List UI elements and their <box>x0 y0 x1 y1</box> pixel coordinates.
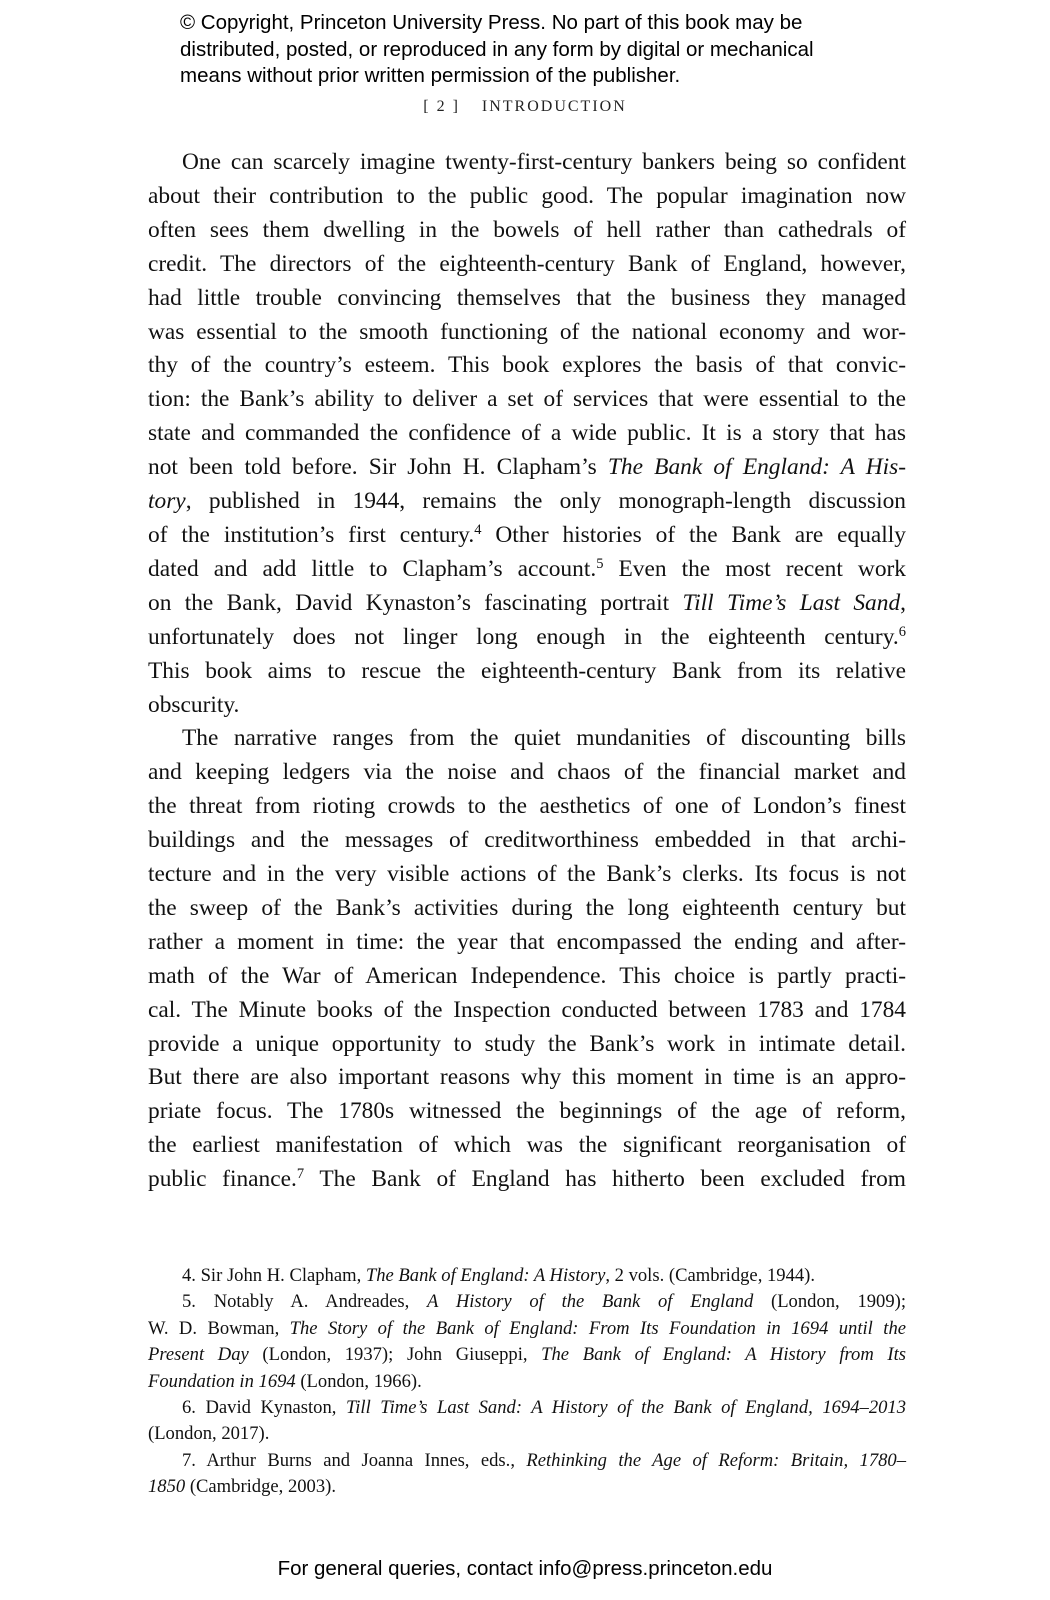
page-number: [ 2 ] <box>423 98 460 115</box>
footnote-line <box>148 1289 906 1315</box>
text-run: of the institution’s first century. <box>148 521 475 548</box>
text-line: provide a unique opportunity to study the Bank’s work in intimate detail. <box>148 1030 906 1057</box>
text-run: , <box>900 589 906 616</box>
text-run: unfortunately does not linger long enough in the eighteenth century. <box>148 623 899 650</box>
running-head <box>0 98 1050 116</box>
text-line: about their contribution to the public good. The popular imagination now <box>148 182 906 209</box>
text-line: and keeping ledgers via the noise and chaos of the financial market and <box>148 759 906 786</box>
text-run: (London, 1909); <box>753 1291 906 1313</box>
text-line <box>148 587 906 621</box>
text-line: tecture and in the very visible actions of the Bank’s clerks. Its focus is not <box>148 861 906 888</box>
text-run: Other histories of the Bank are equally <box>481 521 906 548</box>
text-line: The narrative ranges from the quiet mundanities of discounting bills <box>182 725 906 752</box>
text-line: obscurity. <box>148 691 240 718</box>
text-run: , 2 vols. (Cambridge, 1944). <box>605 1265 816 1286</box>
text-run: Even the most recent work <box>603 555 906 582</box>
paragraph <box>148 146 906 722</box>
text-run: dated and add little to Clapham’s account. <box>148 555 597 582</box>
text-run: 7. Arthur Burns and Joanna Innes, eds., <box>182 1449 527 1471</box>
text-line: the threat from rioting crowds to the aesthetics of one of London’s finest <box>148 793 906 820</box>
footnote-6 <box>148 1395 906 1448</box>
book-title: Foundation in 1694 <box>148 1370 296 1392</box>
text-line <box>148 1163 906 1197</box>
footnote-line <box>148 1316 906 1342</box>
chapter-title: INTRODUCTION <box>481 98 627 115</box>
footnote-line <box>148 1342 906 1368</box>
body-text <box>148 146 906 1197</box>
paragraph <box>148 722 906 1197</box>
book-title: 1850 <box>148 1476 186 1498</box>
book-title: tory <box>148 488 186 515</box>
footnote-line <box>148 1448 906 1474</box>
text-line: often sees them dwelling in the bowels of hell rather than cathedrals of <box>148 216 906 243</box>
text-run: W. D. Bowman, <box>148 1317 290 1339</box>
footnotes <box>148 1263 906 1501</box>
text-line: the earliest manifestation of which was the significant reorganisation of <box>148 1132 906 1159</box>
text-run: , published in 1944, remains the only monograph-length discussion <box>185 488 906 515</box>
footnote-line <box>148 1474 906 1500</box>
text-line: had little trouble convincing themselves that the business they managed <box>148 284 906 311</box>
text-line: But there are also important reasons why this moment in time is an appro- <box>148 1064 906 1091</box>
footnote-4 <box>148 1263 906 1289</box>
footnote-ref: 5 <box>596 555 604 572</box>
text-line: thy of the country’s esteem. This book explores the basis of that convic- <box>148 352 906 379</box>
contact-footer: For general queries, contact info@press.princeton.edu <box>277 1557 773 1580</box>
text-run: The Bank of England has hitherto been excluded from <box>304 1166 906 1193</box>
footnote-ref: 6 <box>898 623 906 640</box>
text-run: not been told before. Sir John H. Clapham’s <box>148 454 608 481</box>
text-line: credit. The directors of the eighteenth-century Bank of England, however, <box>148 250 906 277</box>
text-run: on the Bank, David Kynaston’s fascinating portrait <box>148 589 683 616</box>
copyright-notice <box>180 10 900 90</box>
footnote-5 <box>148 1289 906 1395</box>
book-title: The Bank of England: A History <box>365 1265 606 1286</box>
text-line: One can scarcely imagine twenty-first-century bankers being so confident <box>182 149 906 175</box>
text-run: 4. Sir John H. Clapham, <box>182 1265 366 1286</box>
book-title: A History of the Bank of England <box>427 1291 754 1313</box>
copyright-line: means without prior written permission of the publisher. <box>180 64 681 87</box>
text-line <box>148 519 906 553</box>
text-run: (London, 1937); John Giuseppi, <box>248 1344 542 1366</box>
copyright-line: distributed, posted, or reproduced in any form by digital or mechanical <box>180 37 814 61</box>
book-title: The Bank of England: A History from Its <box>541 1344 907 1366</box>
footnote-line: (London, 2017). <box>148 1423 270 1445</box>
text-run: 6. David Kynaston, <box>182 1397 346 1419</box>
text-line: buildings and the messages of creditworthiness embedded in that archi- <box>148 827 906 854</box>
footnote-7 <box>148 1448 906 1501</box>
footnote-ref: 4 <box>474 522 482 538</box>
book-title: The Story of the Bank of England: From Its Foundation in 1694 until the <box>289 1317 906 1339</box>
text-line: the sweep of the Bank’s activities during the long eighteenth century but <box>148 894 906 921</box>
book-title: Till Time’s Last Sand: A History of the Bank of England, 1694–2013 <box>345 1397 907 1419</box>
footnote-line <box>148 1263 906 1289</box>
text-line: was essential to the smooth functioning of the national economy and wor- <box>148 318 906 345</box>
book-title: Present Day <box>148 1344 249 1366</box>
text-line: rather a moment in time: the year that encompassed the ending and after- <box>148 928 906 955</box>
text-line: priate focus. The 1780s witnessed the beginnings of the age of reform, <box>148 1098 906 1125</box>
copyright-line: © Copyright, Princeton University Press. No part of this book may be <box>180 11 803 34</box>
text-line: cal. The Minute books of the Inspection conducted between 1783 and 1784 <box>148 996 906 1023</box>
book-title: The Bank of England: A His- <box>607 454 907 481</box>
book-title: Rethinking the Age of Reform: Britain, 1780– <box>526 1449 907 1471</box>
text-run: (Cambridge, 2003). <box>185 1476 336 1498</box>
text-run: public finance. <box>148 1166 297 1193</box>
text-line <box>148 451 906 485</box>
text-line <box>148 485 906 519</box>
footnote-line <box>148 1395 906 1421</box>
footnote-line <box>148 1369 906 1395</box>
text-run: (London, 1966). <box>295 1370 422 1392</box>
text-line: state and commanded the confidence of a wide public. It is a story that has <box>148 420 906 447</box>
footnote-ref: 7 <box>296 1166 305 1183</box>
book-title: Till Time’s Last Sand <box>682 589 901 616</box>
text-line: math of the War of American Independence. This choice is partly practi- <box>148 962 906 989</box>
text-run: 5. Notably A. Andreades, <box>182 1291 428 1313</box>
text-line: This book aims to rescue the eighteenth-century Bank from its relative <box>148 657 906 684</box>
text-line <box>148 553 906 587</box>
text-line: tion: the Bank’s ability to deliver a set of services that were essential to the <box>148 386 906 413</box>
text-line <box>148 621 906 655</box>
